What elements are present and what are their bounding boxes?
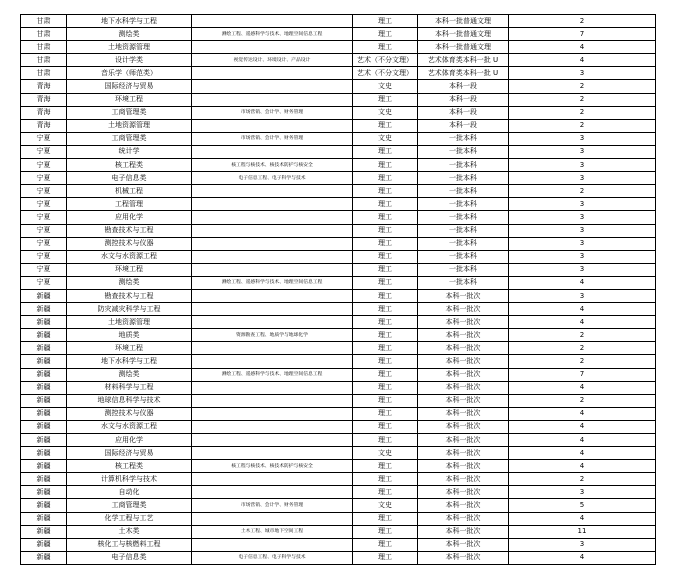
included-majors-cell [192,263,353,276]
province-cell: 新疆 [21,420,67,433]
batch-cell: 本科一批次 [418,342,509,355]
enrollment-table [20,14,656,565]
province-cell: 新疆 [21,355,67,368]
category-cell: 理工 [353,224,418,237]
province-cell: 宁夏 [21,185,67,198]
batch-cell: 一批本科 [418,145,509,158]
category-cell: 理工 [353,407,418,420]
major-cell: 核工程类 [67,460,192,473]
category-cell: 理工 [353,420,418,433]
included-majors-cell [192,237,353,250]
batch-cell: 一批本科 [418,132,509,145]
batch-cell: 一批本科 [418,263,509,276]
major-cell: 地球信息科学与技术 [67,394,192,407]
category-cell: 理工 [353,486,418,499]
plan-count-cell: 4 [509,447,656,460]
plan-count-cell: 4 [509,276,656,289]
province-cell: 宁夏 [21,211,67,224]
batch-cell: 一批本科 [418,224,509,237]
category-cell: 文史 [353,106,418,119]
included-majors-cell: 测绘工程、遥感科学与技术、地理空间信息工程 [192,28,353,41]
major-cell: 电子信息类 [67,551,192,564]
major-cell: 自动化 [67,486,192,499]
category-cell: 文史 [353,447,418,460]
table-row [21,224,656,237]
batch-cell: 本科一批次 [418,303,509,316]
table-row [21,355,656,368]
major-cell: 计算机科学与技术 [67,473,192,486]
major-cell: 土地资源管理 [67,316,192,329]
plan-count-cell: 2 [509,93,656,106]
plan-count-cell: 3 [509,486,656,499]
table-row [21,499,656,512]
province-cell: 新疆 [21,551,67,564]
included-majors-cell: 测绘工程、遥感科学与技术、地理空间信息工程 [192,276,353,289]
batch-cell: 本科一批次 [418,434,509,447]
major-cell: 国际经济与贸易 [67,80,192,93]
province-cell: 宁夏 [21,237,67,250]
included-majors-cell [192,407,353,420]
major-cell: 核化工与核燃料工程 [67,538,192,551]
batch-cell: 一批本科 [418,185,509,198]
batch-cell: 一批本科 [418,198,509,211]
batch-cell: 本科一段 [418,93,509,106]
table-row [21,407,656,420]
table-row [21,329,656,342]
major-cell: 勘查技术与工程 [67,224,192,237]
plan-count-cell: 4 [509,303,656,316]
plan-count-cell: 2 [509,355,656,368]
province-cell: 新疆 [21,486,67,499]
batch-cell: 艺术体育类本科一批 U [418,67,509,80]
included-majors-cell [192,434,353,447]
major-cell: 化学工程与工艺 [67,512,192,525]
batch-cell: 本科一批次 [418,289,509,302]
table-row [21,394,656,407]
included-majors-cell [192,119,353,132]
major-cell: 应用化学 [67,211,192,224]
province-cell: 新疆 [21,447,67,460]
plan-count-cell: 3 [509,289,656,302]
included-majors-cell [192,145,353,158]
included-majors-cell [192,355,353,368]
province-cell: 新疆 [21,434,67,447]
major-cell: 环境工程 [67,93,192,106]
province-cell: 宁夏 [21,224,67,237]
category-cell: 文史 [353,132,418,145]
major-cell: 国际经济与贸易 [67,447,192,460]
table-row [21,185,656,198]
included-majors-cell: 土木工程、城市地下空间工程 [192,525,353,538]
major-cell: 地质类 [67,329,192,342]
province-cell: 新疆 [21,329,67,342]
province-cell: 青海 [21,106,67,119]
category-cell: 理工 [353,41,418,54]
table-row [21,473,656,486]
table-row [21,512,656,525]
batch-cell: 本科一批次 [418,525,509,538]
included-majors-cell [192,486,353,499]
category-cell: 理工 [353,263,418,276]
table-row [21,41,656,54]
category-cell: 理工 [353,185,418,198]
table-row [21,342,656,355]
included-majors-cell [192,447,353,460]
category-cell: 理工 [353,237,418,250]
category-cell: 理工 [353,145,418,158]
category-cell: 艺术（不分文理） [353,54,418,67]
major-cell: 工商管理类 [67,106,192,119]
batch-cell: 本科一批次 [418,355,509,368]
included-majors-cell [192,93,353,106]
batch-cell: 本科一批次 [418,538,509,551]
batch-cell: 本科一批次 [418,394,509,407]
batch-cell: 本科一批次 [418,447,509,460]
category-cell: 理工 [353,198,418,211]
major-cell: 测控技术与仪器 [67,407,192,420]
included-majors-cell [192,473,353,486]
plan-count-cell: 4 [509,407,656,420]
province-cell: 宁夏 [21,250,67,263]
province-cell: 新疆 [21,499,67,512]
plan-count-cell: 2 [509,185,656,198]
major-cell: 土地资源管理 [67,41,192,54]
category-cell: 文史 [353,80,418,93]
included-majors-cell [192,41,353,54]
major-cell: 地下水科学与工程 [67,15,192,28]
batch-cell: 一批本科 [418,237,509,250]
plan-count-cell: 3 [509,211,656,224]
table-row [21,106,656,119]
batch-cell: 本科一批次 [418,486,509,499]
plan-count-cell: 3 [509,159,656,172]
batch-cell: 本科一批次 [418,499,509,512]
table-row [21,28,656,41]
province-cell: 新疆 [21,316,67,329]
batch-cell: 本科一批次 [418,407,509,420]
table-row [21,172,656,185]
table-row [21,420,656,433]
batch-cell: 本科一段 [418,80,509,93]
plan-count-cell: 4 [509,434,656,447]
table-row [21,276,656,289]
major-cell: 勘查技术与工程 [67,289,192,302]
plan-count-cell: 2 [509,106,656,119]
major-cell: 设计学类 [67,54,192,67]
category-cell: 理工 [353,303,418,316]
province-cell: 青海 [21,119,67,132]
province-cell: 新疆 [21,525,67,538]
table-row [21,486,656,499]
plan-count-cell: 4 [509,316,656,329]
batch-cell: 本科一批次 [418,381,509,394]
table-row [21,67,656,80]
included-majors-cell [192,185,353,198]
province-cell: 宁夏 [21,132,67,145]
table-row [21,211,656,224]
plan-count-cell: 4 [509,512,656,525]
category-cell: 理工 [353,316,418,329]
category-cell: 理工 [353,159,418,172]
category-cell: 理工 [353,538,418,551]
category-cell: 艺术（不分文理） [353,67,418,80]
category-cell: 理工 [353,28,418,41]
major-cell: 土地资源管理 [67,119,192,132]
plan-count-cell: 4 [509,381,656,394]
batch-cell: 一批本科 [418,159,509,172]
province-cell: 青海 [21,80,67,93]
included-majors-cell [192,211,353,224]
category-cell: 理工 [353,551,418,564]
included-majors-cell: 电子信息工程、电子科学与技术 [192,551,353,564]
province-cell: 甘肃 [21,67,67,80]
province-cell: 新疆 [21,368,67,381]
included-majors-cell [192,538,353,551]
table-row [21,303,656,316]
province-cell: 宁夏 [21,263,67,276]
province-cell: 宁夏 [21,198,67,211]
plan-count-cell: 3 [509,263,656,276]
major-cell: 工商管理类 [67,499,192,512]
table-row [21,15,656,28]
included-majors-cell [192,289,353,302]
plan-count-cell: 2 [509,394,656,407]
category-cell: 理工 [353,368,418,381]
category-cell: 理工 [353,394,418,407]
province-cell: 新疆 [21,407,67,420]
province-cell: 新疆 [21,473,67,486]
major-cell: 音乐学（师范类） [67,67,192,80]
table-row [21,237,656,250]
category-cell: 理工 [353,15,418,28]
included-majors-cell [192,15,353,28]
batch-cell: 本科一批次 [418,368,509,381]
major-cell: 工商管理类 [67,132,192,145]
plan-count-cell: 3 [509,132,656,145]
plan-count-cell: 11 [509,525,656,538]
included-majors-cell: 市场营销、会计学、财务管理 [192,499,353,512]
included-majors-cell [192,303,353,316]
batch-cell: 本科一批次 [418,460,509,473]
province-cell: 甘肃 [21,54,67,67]
province-cell: 甘肃 [21,15,67,28]
table-row [21,460,656,473]
included-majors-cell [192,67,353,80]
table-row [21,551,656,564]
category-cell: 理工 [353,342,418,355]
included-majors-cell: 电子信息工程、电子科学与技术 [192,172,353,185]
province-cell: 宁夏 [21,172,67,185]
category-cell: 理工 [353,276,418,289]
plan-count-cell: 2 [509,342,656,355]
province-cell: 新疆 [21,460,67,473]
plan-count-cell: 2 [509,473,656,486]
table-row [21,316,656,329]
table-row [21,368,656,381]
plan-count-cell: 3 [509,538,656,551]
plan-count-cell: 3 [509,224,656,237]
included-majors-cell: 资源勘查工程、地质学与地球化学 [192,329,353,342]
major-cell: 测绘类 [67,368,192,381]
plan-count-cell: 4 [509,551,656,564]
plan-count-cell: 5 [509,499,656,512]
table-row [21,434,656,447]
province-cell: 甘肃 [21,28,67,41]
batch-cell: 本科一批普通文理 [418,15,509,28]
major-cell: 环境工程 [67,263,192,276]
category-cell: 理工 [353,512,418,525]
province-cell: 新疆 [21,381,67,394]
major-cell: 防灾减灾科学与工程 [67,303,192,316]
plan-count-cell: 4 [509,460,656,473]
category-cell: 理工 [353,172,418,185]
table-row [21,538,656,551]
batch-cell: 本科一批普通文理 [418,28,509,41]
included-majors-cell [192,420,353,433]
batch-cell: 本科一段 [418,106,509,119]
included-majors-cell [192,394,353,407]
category-cell: 理工 [353,355,418,368]
batch-cell: 本科一批次 [418,512,509,525]
included-majors-cell: 视觉传达设计、环境设计、产品设计 [192,54,353,67]
category-cell: 理工 [353,93,418,106]
table-row [21,263,656,276]
included-majors-cell: 市场营销、会计学、财务管理 [192,132,353,145]
table-row [21,159,656,172]
table-row [21,198,656,211]
plan-count-cell: 7 [509,28,656,41]
province-cell: 新疆 [21,394,67,407]
category-cell: 理工 [353,473,418,486]
included-majors-cell [192,198,353,211]
province-cell: 新疆 [21,538,67,551]
batch-cell: 本科一批次 [418,420,509,433]
province-cell: 新疆 [21,342,67,355]
included-majors-cell [192,250,353,263]
included-majors-cell [192,512,353,525]
batch-cell: 本科一批次 [418,329,509,342]
batch-cell: 本科一批次 [418,316,509,329]
plan-count-cell: 2 [509,15,656,28]
major-cell: 工程管理 [67,198,192,211]
plan-count-cell: 2 [509,119,656,132]
major-cell: 测控技术与仪器 [67,237,192,250]
table-row [21,289,656,302]
batch-cell: 本科一批次 [418,551,509,564]
major-cell: 机械工程 [67,185,192,198]
included-majors-cell: 核工程与核技术、核技术防护与核安全 [192,159,353,172]
batch-cell: 本科一批普通文理 [418,41,509,54]
included-majors-cell [192,80,353,93]
major-cell: 核工程类 [67,159,192,172]
table-row [21,93,656,106]
batch-cell: 一批本科 [418,250,509,263]
included-majors-cell [192,381,353,394]
category-cell: 理工 [353,289,418,302]
plan-count-cell: 4 [509,41,656,54]
table-row [21,381,656,394]
major-cell: 测绘类 [67,28,192,41]
plan-count-cell: 2 [509,329,656,342]
major-cell: 材料科学与工程 [67,381,192,394]
major-cell: 地下水科学与工程 [67,355,192,368]
province-cell: 青海 [21,93,67,106]
province-cell: 宁夏 [21,159,67,172]
plan-count-cell: 3 [509,198,656,211]
major-cell: 水文与水资源工程 [67,420,192,433]
batch-cell: 本科一段 [418,119,509,132]
province-cell: 宁夏 [21,276,67,289]
table-row [21,132,656,145]
major-cell: 水文与水资源工程 [67,250,192,263]
included-majors-cell [192,342,353,355]
batch-cell: 一批本科 [418,276,509,289]
plan-count-cell: 2 [509,80,656,93]
major-cell: 测绘类 [67,276,192,289]
major-cell: 应用化学 [67,434,192,447]
included-majors-cell: 核工程与核技术、核技术防护与核安全 [192,460,353,473]
major-cell: 统计学 [67,145,192,158]
category-cell: 理工 [353,460,418,473]
category-cell: 理工 [353,250,418,263]
category-cell: 理工 [353,211,418,224]
table-row [21,54,656,67]
province-cell: 新疆 [21,303,67,316]
province-cell: 甘肃 [21,41,67,54]
plan-count-cell: 7 [509,368,656,381]
table-row [21,250,656,263]
included-majors-cell [192,224,353,237]
plan-count-cell: 3 [509,145,656,158]
table-row [21,145,656,158]
table-row [21,80,656,93]
plan-count-cell: 3 [509,250,656,263]
table-row [21,447,656,460]
major-cell: 环境工程 [67,342,192,355]
major-cell: 土木类 [67,525,192,538]
included-majors-cell [192,316,353,329]
batch-cell: 本科一批次 [418,473,509,486]
plan-count-cell: 3 [509,237,656,250]
included-majors-cell: 测绘工程、遥感科学与技术、地理空间信息工程 [192,368,353,381]
plan-count-cell: 4 [509,420,656,433]
major-cell: 电子信息类 [67,172,192,185]
category-cell: 理工 [353,119,418,132]
table-row [21,525,656,538]
batch-cell: 一批本科 [418,211,509,224]
table-body [21,15,656,565]
plan-count-cell: 4 [509,54,656,67]
table-row [21,119,656,132]
category-cell: 文史 [353,499,418,512]
province-cell: 新疆 [21,289,67,302]
province-cell: 宁夏 [21,145,67,158]
included-majors-cell: 市场营销、会计学、财务管理 [192,106,353,119]
category-cell: 理工 [353,329,418,342]
plan-count-cell: 3 [509,172,656,185]
batch-cell: 艺术体育类本科一批 U [418,54,509,67]
plan-count-cell: 3 [509,67,656,80]
province-cell: 新疆 [21,512,67,525]
category-cell: 理工 [353,525,418,538]
category-cell: 理工 [353,434,418,447]
batch-cell: 一批本科 [418,172,509,185]
category-cell: 理工 [353,381,418,394]
